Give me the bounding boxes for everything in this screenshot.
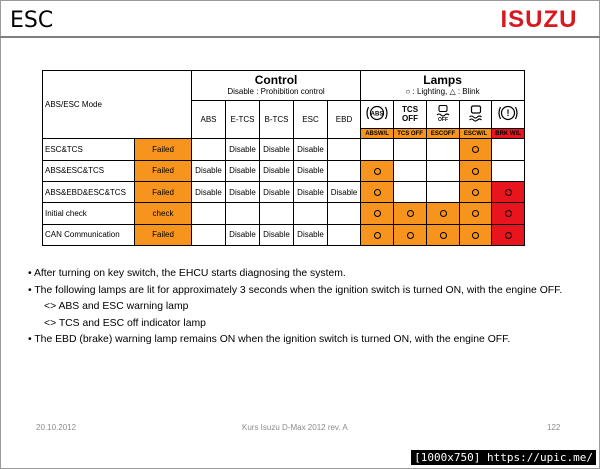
col-ebd: EBD (328, 100, 361, 139)
lamp-cell (460, 181, 492, 202)
lamp-cell (427, 139, 460, 160)
control-cell: Disable (260, 224, 294, 245)
lamp-lit-circle (472, 232, 479, 239)
table-row (43, 203, 525, 224)
lamp-cell (460, 203, 492, 224)
lamp-cell (361, 139, 394, 160)
lamp-cell (492, 160, 525, 181)
lamp-cell (460, 139, 492, 160)
control-cell (328, 224, 361, 245)
lamp-cell (361, 224, 394, 245)
control-cell: Disable (294, 160, 328, 181)
mode-cell: CAN Communication (43, 224, 135, 245)
table-row (43, 160, 525, 181)
control-cell: Disable (260, 139, 294, 160)
control-cell (192, 224, 226, 245)
lamp-cell (394, 224, 427, 245)
table-row (43, 224, 525, 245)
esc-warning-icon (460, 100, 492, 128)
control-cell: Disable (226, 160, 260, 181)
control-cell (226, 203, 260, 224)
lamp-cell (460, 160, 492, 181)
control-cell: Disable (328, 181, 361, 202)
slide-title: ESC (10, 8, 54, 33)
lamp-cell (394, 203, 427, 224)
status-cell: Failed (135, 224, 192, 245)
abs-warning-icon (361, 100, 394, 128)
control-cell: Disable (226, 181, 260, 202)
control-subtitle: Disable : Prohibition control (227, 86, 325, 96)
lamp-label-brkwl: BRK W/L (492, 128, 525, 138)
lamp-lit-circle (472, 168, 479, 175)
control-cell: Disable (260, 181, 294, 202)
lamp-cell (492, 203, 525, 224)
control-cell (294, 203, 328, 224)
lamp-label-escwl: ESCW/L (460, 128, 492, 138)
lamp-lit-circle (472, 146, 479, 153)
lamp-cell (394, 160, 427, 181)
lamp-lit-circle (472, 210, 479, 217)
title-divider (0, 36, 600, 38)
lamp-lit-circle (505, 189, 512, 196)
lamps-header (361, 71, 525, 101)
table-body (43, 139, 525, 246)
control-cell: Disable (294, 139, 328, 160)
control-cell: Disable (226, 139, 260, 160)
lamp-lit-circle (374, 168, 381, 175)
lamp-cell (427, 224, 460, 245)
lamps-subtitle: ○ : Lighting, △ : Blink (405, 86, 480, 96)
lamp-lit-circle (374, 232, 381, 239)
footer-date: 20.10.2012 (36, 423, 77, 432)
mode-cell: ABS&EBD&ESC&TCS (43, 181, 135, 202)
lamp-label-tcs-off: TCS OFF (394, 128, 427, 138)
control-cell (328, 203, 361, 224)
tcs-off-text (394, 100, 427, 128)
control-cell (328, 160, 361, 181)
lamp-cell (394, 139, 427, 160)
control-cell: Disable (260, 160, 294, 181)
lamp-lit-circle (374, 210, 381, 217)
brake-warning-icon (492, 100, 525, 128)
svg-text:!: ! (506, 108, 510, 119)
tcs-off-icon-text: TCS OFF (402, 105, 419, 124)
table-row (43, 139, 525, 160)
lamp-cell (361, 181, 394, 202)
lamp-lit-circle (505, 210, 512, 217)
svg-text:ABS: ABS (370, 111, 384, 118)
mode-cell: ABS&ESC&TCS (43, 160, 135, 181)
lamp-lit-circle (407, 210, 414, 217)
control-cell: Disable (294, 224, 328, 245)
lamp-cell (427, 160, 460, 181)
status-cell: Failed (135, 160, 192, 181)
col-b-tcs: B-TCS (260, 100, 294, 139)
control-cell (192, 203, 226, 224)
table-row (43, 181, 525, 202)
note-item: • After turning on key switch, the EHCU starts diagnosing the system. (28, 268, 346, 279)
lamp-cell (492, 139, 525, 160)
footer-course: Kurs Isuzu D-Max 2012 rev. A (242, 423, 348, 432)
control-cell (260, 203, 294, 224)
lamp-lit-circle (374, 189, 381, 196)
lamp-lit-circle (472, 189, 479, 196)
lamp-cell (460, 224, 492, 245)
logo-text: ISUZU (500, 6, 578, 30)
status-cell: check (135, 203, 192, 224)
control-cell: Disable (192, 160, 226, 181)
mode-cell: ESC&TCS (43, 139, 135, 160)
lamp-lit-circle (440, 232, 447, 239)
lamp-label-abswl: ABSW/L (361, 128, 394, 138)
lamp-lit-circle (505, 232, 512, 239)
control-header (192, 71, 361, 101)
col-esc: ESC (294, 100, 328, 139)
lamp-cell (492, 224, 525, 245)
lamp-label-escoff: ESCOFF (427, 128, 460, 138)
lamp-cell (361, 160, 394, 181)
esc-mode-table (42, 70, 525, 246)
status-cell: Failed (135, 139, 192, 160)
lamp-cell (361, 203, 394, 224)
col-e-tcs: E-TCS (226, 100, 260, 139)
mode-header: ABS/ESC Mode (43, 71, 192, 139)
watermark: [1000x750] https://upic.me/ (411, 450, 596, 465)
note-item: • The following lamps are lit for approximately 3 seconds when the ignition switch is turned ON, with the engine OFF. (28, 284, 563, 296)
control-cell: Disable (294, 181, 328, 202)
status-cell: Failed (135, 181, 192, 202)
mode-cell: Initial check (43, 203, 135, 224)
esc-off-icon (427, 100, 460, 128)
control-cell: Disable (226, 224, 260, 245)
lamps-title: Lamps (423, 72, 462, 87)
lamp-cell (492, 181, 525, 202)
svg-text:OFF: OFF (438, 117, 449, 123)
control-cell (328, 139, 361, 160)
col-abs: ABS (192, 100, 226, 139)
isuzu-logo (488, 6, 590, 30)
lamp-cell (427, 181, 460, 202)
note-item: <> ABS and ESC warning lamp (44, 301, 189, 312)
notes-list (28, 266, 588, 349)
note-item: • The EBD (brake) warning lamp remains ON when the ignition switch is turned ON, with the engine OFF. (28, 334, 511, 345)
lamp-cell (394, 181, 427, 202)
control-title: Control (254, 72, 298, 87)
note-item: <> TCS and ESC off indicator lamp (44, 317, 206, 329)
lamp-lit-circle (407, 232, 414, 239)
control-cell (192, 139, 226, 160)
lamp-cell (427, 203, 460, 224)
control-cell: Disable (192, 181, 226, 202)
footer-page-number: 122 (547, 423, 561, 432)
lamp-lit-circle (440, 210, 447, 217)
